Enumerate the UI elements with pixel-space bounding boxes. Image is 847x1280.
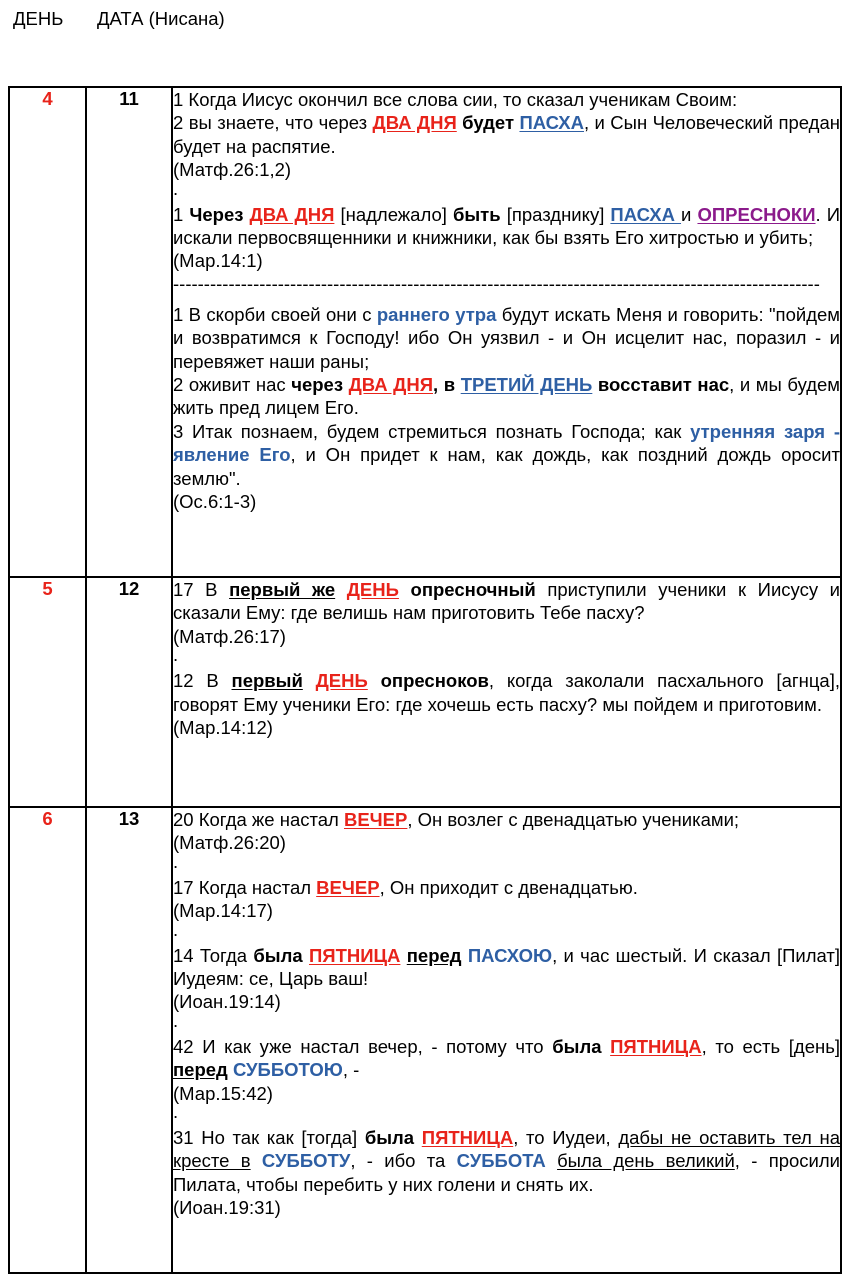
dot-separator: . bbox=[173, 644, 179, 666]
verse-reference: (Мар.14:1) bbox=[173, 250, 263, 272]
passion-week-table bbox=[8, 86, 842, 1274]
verse: 2 оживит нас через ДВА ДНЯ, в ТРЕТИЙ ДЕНЬ восставит нас, и мы будем жить пред лицем Его. bbox=[173, 374, 841, 419]
verse: 1 Через ДВА ДНЯ [надлежало] быть [празднику] ПАСХА и ОПРЕСНОКИ. И искали первосвященники и книжники, как бы взять Его хитростью и убить; bbox=[173, 203, 841, 249]
date-column-label: ДАТА (Нисана) bbox=[97, 8, 225, 29]
date-cell: 13 bbox=[86, 807, 172, 1273]
verse: 17 В первый же ДЕНЬ опресночный приступили ученики к Иисусу и сказали Ему: где велишь нам приготовить Тебе пасху? bbox=[173, 579, 841, 624]
table-row bbox=[9, 807, 841, 1273]
scripture-cell bbox=[172, 807, 841, 1273]
verse-reference: (Мар.15:42) bbox=[173, 1082, 273, 1104]
verse: 2 вы знаете, что через ДВА ДНЯ будет ПАСХА, и Сын Человеческий предан будет на распятие. bbox=[173, 112, 840, 157]
day-column-label: ДЕНЬ bbox=[13, 8, 64, 29]
dot-separator: . bbox=[173, 850, 179, 872]
verse: 12 В первый ДЕНЬ опресноков, когда заколали пасхального [агнца], говорят Ему ученики Его: где хочешь есть пасху? мы пойдем и приготовим. bbox=[173, 670, 840, 715]
dot-separator: . bbox=[173, 1101, 179, 1123]
verse-reference: (Мар.14:17) bbox=[173, 900, 273, 922]
day-cell: 5 bbox=[9, 577, 86, 807]
verse-reference: (Матф.26:17) bbox=[173, 625, 286, 647]
verse: 1 В скорби своей они с раннего утра будут искать Меня и говорить: "пойдем и возвратимся к Господу! ибо Он уязвил - и Он исцелит нас, поразил - и перевяжет наши раны; bbox=[173, 303, 840, 372]
verse: 31 Но так как [тогда] была ПЯТНИЦА, то Иудеи, дабы не оставить тел на кресте в СУББОТУ, - ибо та СУББОТА была день великий, - просили Пилата, чтобы перебить у них голени и снять их. bbox=[173, 1127, 841, 1195]
verse: 3 Итак познаем, будем стремиться познать Господа; как утренняя заря - явление Его, и Он придет к нам, как дождь, как поздний дождь оросит землю". bbox=[173, 420, 840, 489]
verse: 42 И как уже настал вечер, - потому что была ПЯТНИЦА, то есть [день] перед СУББОТОЮ, - bbox=[173, 1035, 840, 1081]
verse-reference: (Иоан.19:14) bbox=[173, 991, 281, 1013]
verse: 20 Когда же настал ВЕЧЕР, Он возлег с двенадцатью учениками; bbox=[173, 809, 740, 830]
scripture-cell bbox=[172, 87, 841, 577]
verse-reference: (Иоан.19:31) bbox=[173, 1197, 281, 1219]
verse-reference: (Матф.26:20) bbox=[173, 832, 286, 854]
dashed-separator: --------------------------------------------------------------------------------------------------------- bbox=[173, 272, 820, 294]
date-cell: 11 bbox=[86, 87, 172, 577]
date-cell: 12 bbox=[86, 577, 172, 807]
day-cell: 4 bbox=[9, 87, 86, 577]
dot-separator: . bbox=[173, 177, 179, 199]
dot-separator: . bbox=[173, 918, 179, 940]
verse-reference: (Ос.6:1-3) bbox=[173, 491, 257, 513]
day-cell: 6 bbox=[9, 807, 86, 1273]
verse: 17 Когда настал ВЕЧЕР, Он приходит с двенадцатью. bbox=[173, 876, 638, 898]
table-row bbox=[9, 87, 841, 577]
verse: 14 Тогда была ПЯТНИЦА перед ПАСХОЮ, и час шестый. И сказал [Пилат] Иудеям: се, Царь ваш! bbox=[173, 944, 841, 990]
verse: 1 Когда Иисус окончил все слова сии, то сказал ученикам Своим: bbox=[173, 89, 738, 110]
dot-separator: . bbox=[173, 1009, 179, 1031]
verse-reference: (Мар.14:12) bbox=[173, 717, 273, 739]
column-header bbox=[13, 8, 225, 30]
table-row bbox=[9, 577, 841, 807]
verse-reference: (Матф.26:1,2) bbox=[173, 159, 292, 181]
scripture-cell bbox=[172, 577, 841, 807]
